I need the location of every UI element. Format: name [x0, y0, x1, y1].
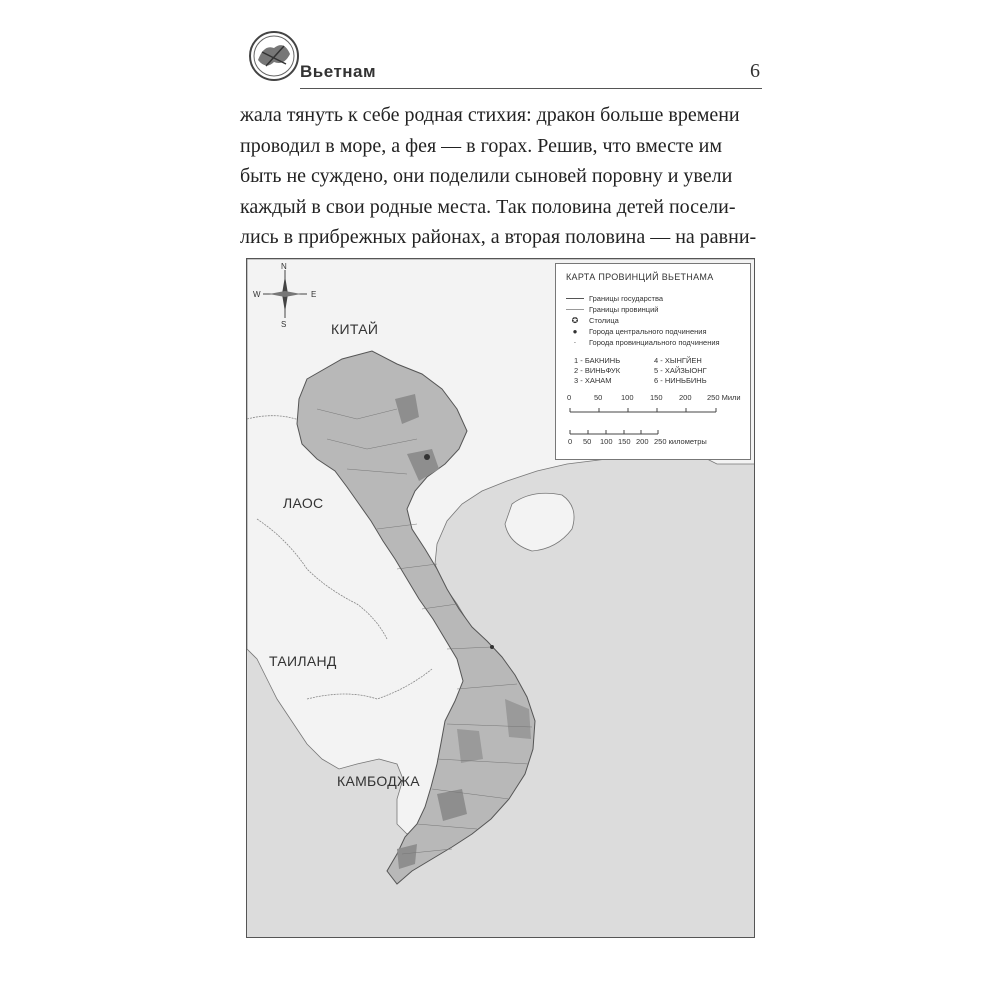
- legend-item: Границы государства: [566, 294, 663, 303]
- province-border-swatch: [566, 309, 584, 310]
- country-label-laos: ЛАОС: [283, 495, 324, 511]
- scale-tick-label: 50: [594, 393, 603, 402]
- compass-west-label: W: [253, 290, 261, 299]
- page-number: 6: [750, 60, 760, 82]
- legend-item: ✪ Столица: [566, 316, 619, 325]
- state-border-swatch: [566, 298, 584, 299]
- scale-tick-label: 200: [636, 437, 649, 446]
- scale-tick-label: 250 километры: [654, 437, 707, 446]
- legend-province: 3 - ХАНАМ: [574, 376, 612, 385]
- compass-north-label: N: [281, 262, 287, 271]
- scale-tick-label: 100: [600, 437, 613, 446]
- running-head-title: Вьетнам: [300, 62, 377, 81]
- vietnam-province-map: [246, 258, 755, 938]
- scale-tick-label: 0: [568, 437, 573, 446]
- compass-east-label: E: [311, 290, 317, 299]
- legend-title: КАРТА ПРОВИНЦИЙ ВЬЕТНАМА: [566, 272, 714, 282]
- scale-tick-label: 0: [567, 393, 572, 402]
- scale-tick-label: 200: [679, 393, 692, 402]
- body-paragraph: [240, 100, 765, 253]
- capital-star-icon: ✪: [571, 316, 579, 325]
- scale-tick-label: 250 Мили: [707, 393, 741, 402]
- text-line: проводил в море, а фея — в горах. Решив, что вместе им: [240, 134, 723, 157]
- text-line: лись в прибрежных районах, а вторая половина — на равни-: [240, 226, 757, 248]
- central-city-dot-icon: ●: [572, 327, 578, 336]
- legend-province: 4 - ХЫНГЙЕН: [654, 356, 702, 365]
- scale-tick-label: 150: [618, 437, 631, 446]
- map-legend: [555, 263, 751, 460]
- legend-item: · Города провинциального подчинения: [566, 338, 720, 347]
- legend-province: 6 - НИНЬБИНЬ: [654, 376, 707, 385]
- capital-marker: [424, 454, 430, 460]
- header-divider: [300, 88, 762, 89]
- scale-tick-label: 50: [583, 437, 592, 446]
- country-label-china: КИТАЙ: [331, 321, 379, 337]
- legend-item: Границы провинций: [566, 305, 658, 314]
- province-dark-highland: [457, 729, 483, 763]
- legend-item: ● Города центрального подчинения: [566, 327, 707, 336]
- legend-province: 5 - ХАЙЗЫОНГ: [654, 366, 707, 375]
- text-line: жала тянуть к себе родная стихия: дракон больше времени: [240, 104, 740, 126]
- legend-province: 2 - ВИНЬФУК: [574, 366, 621, 375]
- scale-tick-label: 150: [650, 393, 663, 402]
- country-label-cambodia: КАМБОДЖА: [337, 773, 420, 789]
- dragon-emblem-icon: [244, 26, 304, 86]
- compass-south-label: S: [281, 320, 287, 329]
- text-line: быть не суждено, они поделили сыновей поровну и увели: [240, 165, 733, 187]
- text-line: каждый в свои родные места. Так половина детей посели-: [240, 195, 736, 218]
- country-label-thailand: ТАИЛАНД: [269, 653, 337, 669]
- scale-tick-label: 100: [621, 393, 634, 402]
- provincial-city-dot-icon: ·: [573, 338, 577, 347]
- city-marker-danang: [490, 645, 494, 649]
- legend-province: 1 - БАКНИНЬ: [574, 356, 621, 365]
